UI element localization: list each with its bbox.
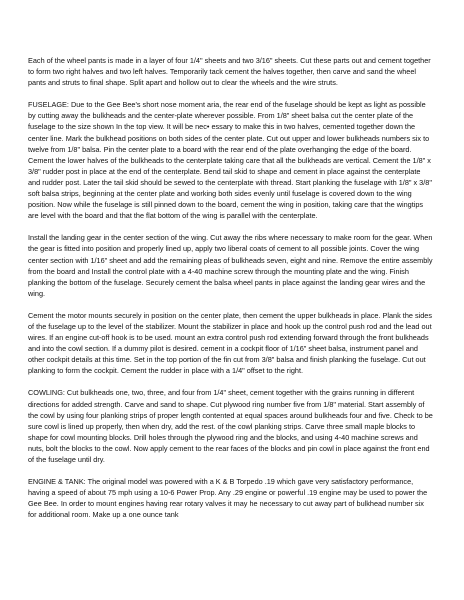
paragraph-cowling: COWLING: Cut bulkheads one, two, three, and four from 1/4" sheet, cement together with the grains running in different directions for added strength. Carve and sand to shape. Cut plywood ring number five from 1/8" material. Start assembly of the cowl by using four planking strips of proper length contented at equal spaces around bulkheads four and five. Check to be sure cowl is lined up properly, then when dry, add the rest. of the cowl planking strips. Carve three small maple blocks to shape for cowl mounting blocks. Drill holes through the plywood ring and the blocks, and using 4-40 machine screws and nuts, bolt the blocks to the cowl. Now apply cement to the rear faces of the blocks and pin cowl in place against the front end of the fuselage until dry. [28,388,433,464]
paragraph-engine-tank: ENGINE & TANK: The original model was powered with a K & B Torpedo .19 which gave very satisfactory performance, having a speed of about 75 mph using a 10-6 Power Prop. Any .29 engine or powerful .19 engine may be used to power the Gee Bee. In order to mount engines having rear rotary valves it may he necessary to cut away part of bulkhead number six for additional room. Make up a one ounce tank [28,477,428,520]
paragraph-landing-gear: Install the landing gear in the center section of the wing. Cut away the ribs where necessary to make room for the gear. When the gear is fitted into position and properly lined up, apply two liberal coats of cement to all possible joints. Cover the wing center section with 1/16" sheet and add the remaining pleas of bulkheads seven, eight and nine. Remove the entire assembly from the board and Install the control plate with a 4-40 machine screw through the mounting plate and the wing. Finish planking the bottom of the fuselage. Securely cement the balsa wheel pants in place against the landing gear wires and the wing. [28,233,433,298]
paragraph-motor-mounts: Cement the motor mounts securely in position on the center plate, then cement the upper bulkheads in place. Plank the sides of the fuselage up to the level of the stabilizer. Mount the stabilizer in place and hook up the control push rod and the lead out wires. If an engine cut-off hook is to be used. mount an extra control push rod extending forward through the front bulkheads and into the cowl section. If a dummy pilot is desired. cement in a cockpit floor of 1/16" sheet balsa, instrument panel and other cockpit details at this time. Set in the top portion of the fin cut from 3/8" balsa and finish planking the fuselage. Cut out planking to form the cockpit. Cement the rudder in place with a 1/4" offset to the right. [28,310,432,376]
paragraph-wheel-pants: Each of the wheel pants is made in a layer of four 1/4" sheets and two 3/16" sheets. Cut these parts out and cement together to form two right halves and two left halves. Temporarily tack cement the halves together, then carve and sand the wheel pants and struts to final shape. Split apart and hollow out to clear the wheels and the wire struts. [28,56,431,88]
paragraph-fuselage: FUSELAGE: Due to the Gee Bee's short nose moment aria, the rear end of the fuselage should be kept as light as possible by cutting away the bulkheads and the center-plate wherever possible. From 1/8" sheet balsa cut the center plate of the fuselage to the size shown In the top view. It will be nec• essary to make this in two halves, cemented together down the center line. Mark the bulkhead positions on both sides of the center plate. Cut out upper and lower bulkheads numbers six to twelve from 1/8" balsa. Pin the center plate to a board with the rear end of the plate overhanging the edge of the board. Cement the lower halves of the bulkheads to the centerplate taking care that all the bulkheads are vertical. Cement the 1/8" x 3/8" rudder post in place at the end of the centerplate. Bend tail skid to shape and cement in place against the centerplate and rudder post. Later the tail skid should be sewed to the centerplate with thread. Start planking the fuselage with 1/8" x 3/8" soft balsa strips, beginning at the center plate and working both sides evenly until fuselage is covered down to the wing position. Now while the fuselage is still pinned down to the board, cement the wing in position, taking care that the wingtips are level with the board and that the flat bottom of the wing is parallel with the centerplate. [28,100,432,221]
document-body [28,55,434,531]
